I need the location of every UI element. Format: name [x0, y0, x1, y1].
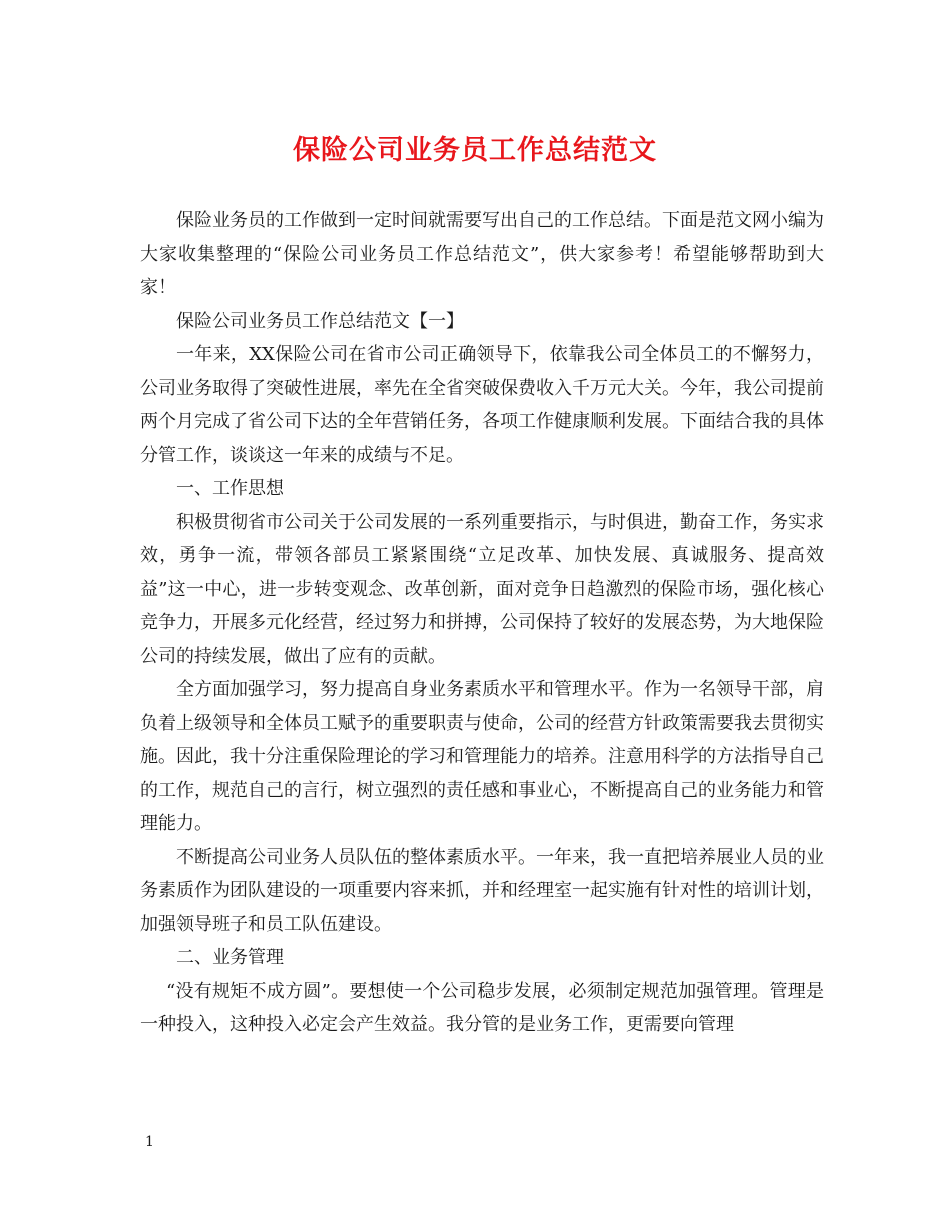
- page-number: 1: [145, 1134, 154, 1150]
- subheading-work-thought: 一、工作思想: [176, 478, 284, 499]
- document-body: [140, 204, 824, 1042]
- body-paragraph: 不断提高公司业务人员队伍的整体素质水平。一年来，我一直把培养展业人员的业务素质作为团队建设的一项重要内容来抓，并和经理室一起实施有针对性的培训计划，加强领导班子和员工队伍建设。: [140, 846, 824, 935]
- body-paragraph: “没有规矩不成方圆”。要想使一个公司稳步发展，必须制定规范加强管理。管理是一种投入，这种投入必定会产生效益。我分管的是业务工作，更需要向管理: [140, 980, 824, 1035]
- intro-paragraph: 保险业务员的工作做到一定时间就需要写出自己的工作总结。下面是范文网小编为大家收集整理的“保险公司业务员工作总结范文”，供大家参考！希望能够帮助到大家！: [140, 210, 824, 298]
- body-paragraph: 积极贯彻省市公司关于公司发展的一系列重要指示，与时俱进，勤奋工作，务实求效，勇争一流，带领各部员工紧紧围绕“立足改革、加快发展、真诚服务、提高效益”这一中心，进一步转变观念、改革创新，面对竞争日趋激烈的保险市场，强化核心竞争力，开展多元化经营，经过努力和拼搏，公司保持了较好的发展态势，为大地保险公司的持续发展，做出了应有的贡献。: [140, 511, 824, 667]
- section-heading-one: 保险公司业务员工作总结范文【一】: [176, 310, 464, 332]
- body-paragraph: 一年来，XX保险公司在省市公司正确领导下，依靠我公司全体员工的不懈努力，公司业务取得了突破性进展，率先在全省突破保费收入千万元大关。今年，我公司提前两个月完成了省公司下达的全年营销任务，各项工作健康顺利发展。下面结合我的具体分管工作，谈谈这一年来的成绩与不足。: [140, 344, 824, 466]
- subheading-business-management: 二、业务管理: [176, 947, 284, 968]
- document-title: 保险公司业务员工作总结范文: [293, 135, 657, 166]
- body-paragraph: 全方面加强学习，努力提高自身业务素质水平和管理水平。作为一名领导干部，肩负着上级领导和全体员工赋予的重要职责与使命，公司的经营方针政策需要我去贯彻实施。因此，我十分注重保险理论的学习和管理能力的培养。注意用科学的方法指导自己的工作，规范自己的言行，树立强烈的责任感和事业心，不断提高自己的业务能力和管理能力。: [140, 679, 824, 834]
